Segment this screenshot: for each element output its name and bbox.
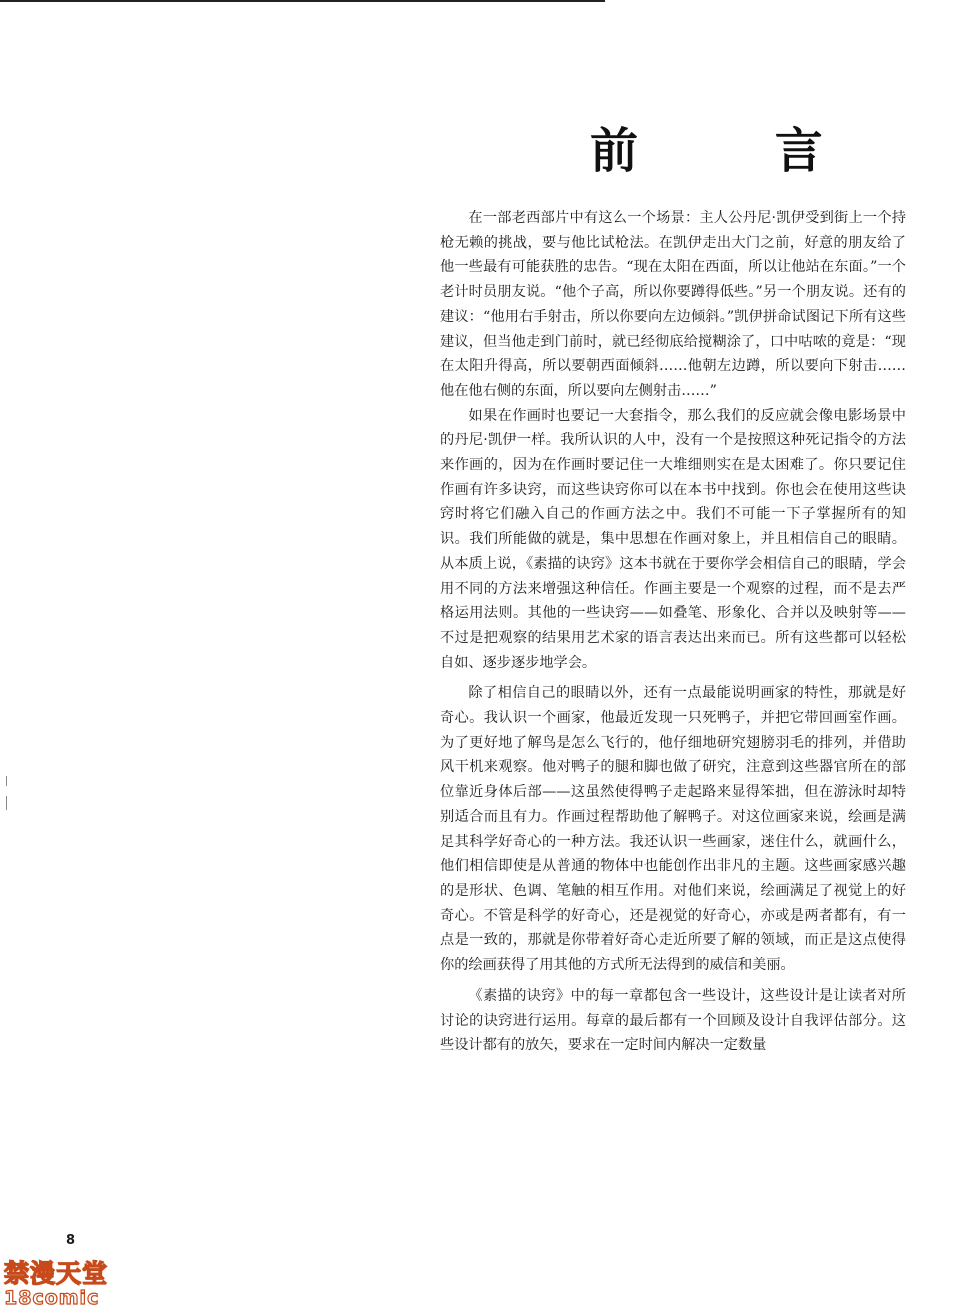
page-title: 前 言 xyxy=(590,123,883,179)
paragraph-2: 如果在作画时也要记一大套指令，那么我们的反应就会像电影场景中的丹尼·凯伊一样。我所认识的人中，没有一个是按照这种死记指令的方法来作画的，因为在作画时要记住一大堆细则实在是太困难了。你只要记住作画有许多诀窍，而这些诀窍你可以在本书中找到。你也会在使用这些诀窍时将它们融入自己的作画方法之中。我们不可能一下子掌握所有的知识。我们所能做的就是，集中思想在作画对象上，并且相信自己的眼睛。从本质上说，《素描的诀窍》这本书就在于要你学会相信自己的眼睛，学会用不同的方法来增强这种信任。作画主要是一个观察的过程，而不是去严格运用法则。其他的一些诀窍——如叠笔、形象化、合并以及映射等——不过是把观察的结果用艺术家的语言表达出来而已。所有这些都可以轻松自如、逐步逐步地学会。 xyxy=(440,407,906,671)
margin-mark xyxy=(6,776,7,786)
watermark-line1: 禁漫天堂 xyxy=(4,1259,109,1288)
watermark-logo xyxy=(4,1260,108,1308)
paragraph-4: 《素描的诀窍》中的每一章都包含一些设计，这些设计是让读者对所讨论的诀窍进行运用。每章的最后都有一个回顾及设计自我评估部分。这些设计都有的放矢，要求在一定时间内解决一定数量 xyxy=(440,987,906,1054)
preface-body xyxy=(440,206,906,1058)
page-number: 8 xyxy=(66,1233,76,1248)
margin-mark xyxy=(6,796,7,810)
paragraph-1: 在一部老西部片中有这么一个场景：主人公丹尼·凯伊受到街上一个持枪无赖的挑战，要与他比试枪法。在凯伊走出大门之前，好意的朋友给了他一些最有可能获胜的忠告。“现在太阳在西面，所以让他站在东面。”一个老计时员朋友说。“他个子高，所以你要蹲得低些。”另一个朋友说。还有的建议：“他用右手射击，所以你要向左边倾斜。”凯伊拼命试图记下所有这些建议，但当他走到门前时，就已经彻底给搅糊涂了，口中咕哝的竟是：“现在太阳升得高，所以要朝西面倾斜……他朝左边蹲，所以要向下射击……他在他右侧的东面，所以要向左侧射击……” xyxy=(440,210,906,399)
watermark-line2: 18comic xyxy=(4,1287,100,1309)
top-rule xyxy=(0,0,605,2)
paragraph-3: 除了相信自己的眼睛以外，还有一点最能说明画家的特性，那就是好奇心。我认识一个画家，他最近发现一只死鸭子，并把它带回画室作画。为了更好地了解鸟是怎么飞行的，他仔细地研究翅膀羽毛的排列，并借助风干机来观察。他对鸭子的腿和脚也做了研究，注意到这些器官所在的部位靠近身体后部——这虽然使得鸭子走起路来显得笨拙，但在游泳时却特别适合而且有力。作画过程帮助他了解鸭子。对这位画家来说，绘画是满足其科学好奇心的一种方法。我还认识一些画家，迷住什么，就画什么，他们相信即使是从普通的物体中也能创作出非凡的主题。这些画家感兴趣的是形状、色调、笔触的相互作用。对他们来说，绘画满足了视觉上的好奇心。不管是科学的好奇心，还是视觉的好奇心，亦或是两者都有，有一点是一致的，那就是你带着好奇心走近所要了解的领域，而正是这点使得你的绘画获得了用其他的方式所无法得到的威信和美丽。 xyxy=(440,685,906,974)
